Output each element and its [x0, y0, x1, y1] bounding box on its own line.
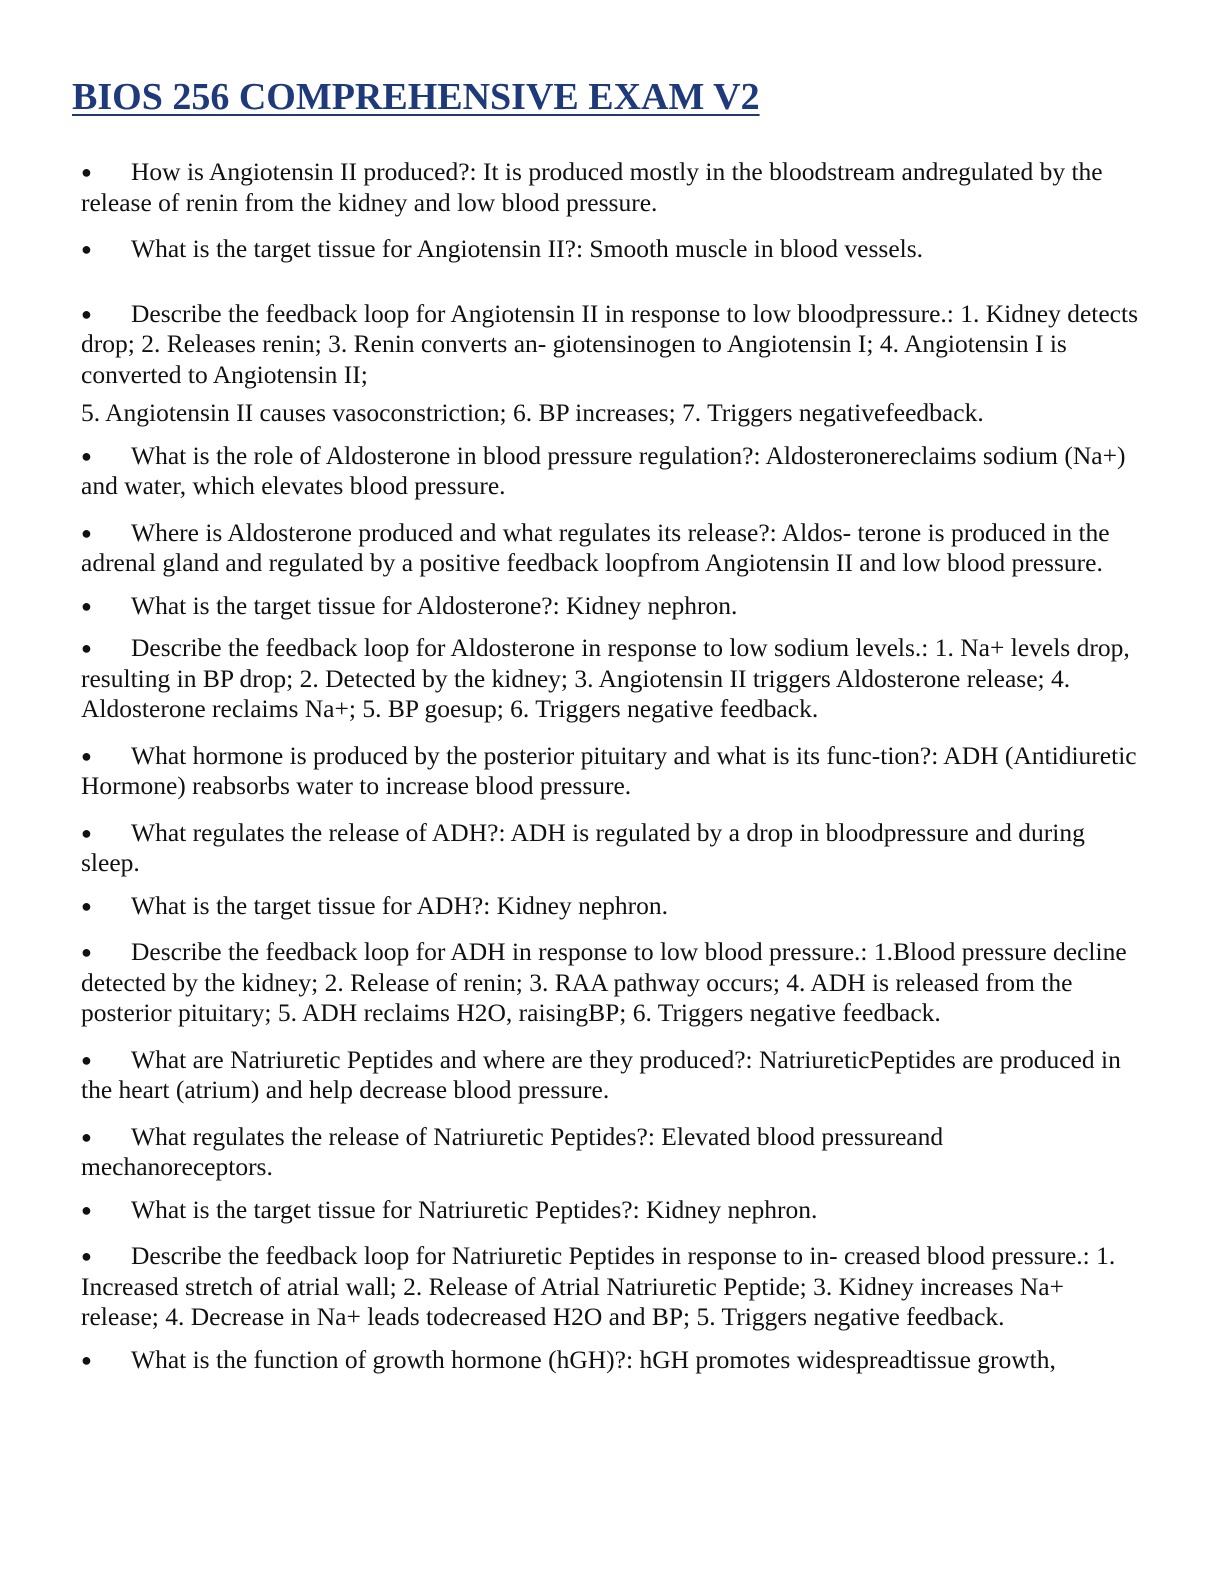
bullet-icon: ●: [81, 162, 92, 182]
bullet-icon: ●: [81, 239, 92, 259]
bullet-icon: ●: [81, 522, 92, 543]
bullet-icon: ●: [81, 1199, 92, 1220]
bullet-icon: ●: [81, 745, 92, 766]
bullet-icon: ●: [81, 445, 92, 466]
list-item: [81, 234, 1141, 265]
entry-text: What is the role of Aldosterone in blood pressure regulation?: Aldosteronereclaims sodium (Na+) and water, which elevates blood pressure.: [81, 440, 1126, 500]
bullet-icon: ●: [81, 638, 92, 658]
list-item: [81, 157, 1141, 218]
list-item: [81, 591, 1141, 622]
bullet-icon: ●: [81, 822, 92, 843]
entry-text: What are Natriuretic Peptides and where are they produced?: NatriureticPeptides are produced in the heart (atrium) and help decrease blood pressure.: [81, 1044, 1121, 1104]
entry-text: Where is Aldosterone produced and what regulates its release?: Aldos- terone is produced in the adrenal gland and regulated by a positive feedback loopfrom Angiotensin II and low blood pressure.: [81, 517, 1110, 577]
entry-text: How is Angiotensin II produced?: It is produced mostly in the bloodstream andregulated by the release of renin from the kidney and low blood pressure.: [81, 157, 1103, 217]
list-item: [81, 891, 1141, 922]
entry-text: What is the target tissue for Angiotensin II?: Smooth muscle in blood vessels.: [131, 234, 924, 263]
list-item: [81, 1045, 1141, 1106]
document-title: BIOS 256 COMPREHENSIVE EXAM V2: [72, 76, 760, 118]
list-item: [81, 741, 1141, 802]
entry-text: What regulates the release of Natriuretic Peptides?: Elevated blood pressureand mechanoreceptors.: [81, 1121, 944, 1181]
list-item: [81, 441, 1141, 502]
list-item: [81, 633, 1141, 725]
list-item: [81, 1345, 1141, 1376]
list-item: [81, 818, 1141, 879]
list-item: [81, 1241, 1141, 1333]
bullet-icon: ●: [81, 595, 92, 616]
entry-text: What is the target tissue for Aldosterone?: Kidney nephron.: [131, 590, 738, 620]
entry-text: Describe the feedback loop for ADH in response to low blood pressure.: 1.Blood pressure decline detected by the kidney; 2. Release of renin; 3. RAA pathway occurs; 4. ADH is released from the posterior pituitary; 5. ADH reclaims H2O, raisingBP; 6. Triggers negative feedback.: [81, 937, 1127, 1027]
bullet-icon: ●: [81, 942, 92, 962]
bullet-icon: ●: [81, 1126, 92, 1147]
list-item-continuation: [81, 398, 1141, 429]
list-item: [81, 299, 1141, 391]
entry-text: What regulates the release of ADH?: ADH is regulated by a drop in bloodpressure and during sleep.: [81, 817, 1085, 877]
entry-text: Describe the feedback loop for Aldosterone in response to low sodium levels.: 1. Na+ levels drop, resulting in BP drop; 2. Detected by the kidney; 3. Angiotensin II triggers Aldosterone release; 4. Aldosterone reclaims Na+; 5. BP goesup; 6. Triggers negative feedback.: [81, 633, 1130, 723]
qa-list: [81, 157, 1141, 1391]
bullet-icon: ●: [81, 1049, 92, 1070]
list-item: [81, 518, 1141, 579]
bullet-icon: ●: [81, 895, 92, 916]
entry-text: What is the target tissue for ADH?: Kidney nephron.: [131, 890, 669, 920]
list-item: [81, 1195, 1141, 1226]
bullet-icon: ●: [81, 303, 92, 324]
entry-text: What is the target tissue for Natriuretic Peptides?: Kidney nephron.: [131, 1194, 818, 1224]
bullet-icon: ●: [81, 1246, 92, 1266]
list-item: [81, 1122, 1141, 1183]
entry-text: What hormone is produced by the posterior pituitary and what is its func-tion?: ADH (Antidiuretic Hormone) reabsorbs water to increase blood pressure.: [81, 740, 1137, 800]
entry-text: What is the function of growth hormone (hGH)?: hGH promotes widespreadtissue growth,: [131, 1344, 1056, 1374]
bullet-icon: ●: [81, 1349, 92, 1370]
entry-text: Describe the feedback loop for Natriuretic Peptides in response to in- creased blood pressure.: 1. Increased stretch of atrial wall; 2. Release of Atrial Natriuretic Peptide; 3. Kidney increases Na+ release; 4. Decrease in Na+ leads todecreased H2O and BP; 5. Triggers negative feedback.: [81, 1241, 1116, 1331]
entry-text: 5. Angiotensin II causes vasoconstriction; 6. BP increases; 7. Triggers negativefeedback.: [81, 398, 984, 427]
entry-text: Describe the feedback loop for Angiotensin II in response to low bloodpressure.: 1. Kidney detects drop; 2. Releases renin; 3. Renin converts an- giotensinogen to Angiotensin I; 4. Angiotensin I is converted to Angiotensin II;: [81, 298, 1138, 389]
list-item: [81, 937, 1141, 1029]
